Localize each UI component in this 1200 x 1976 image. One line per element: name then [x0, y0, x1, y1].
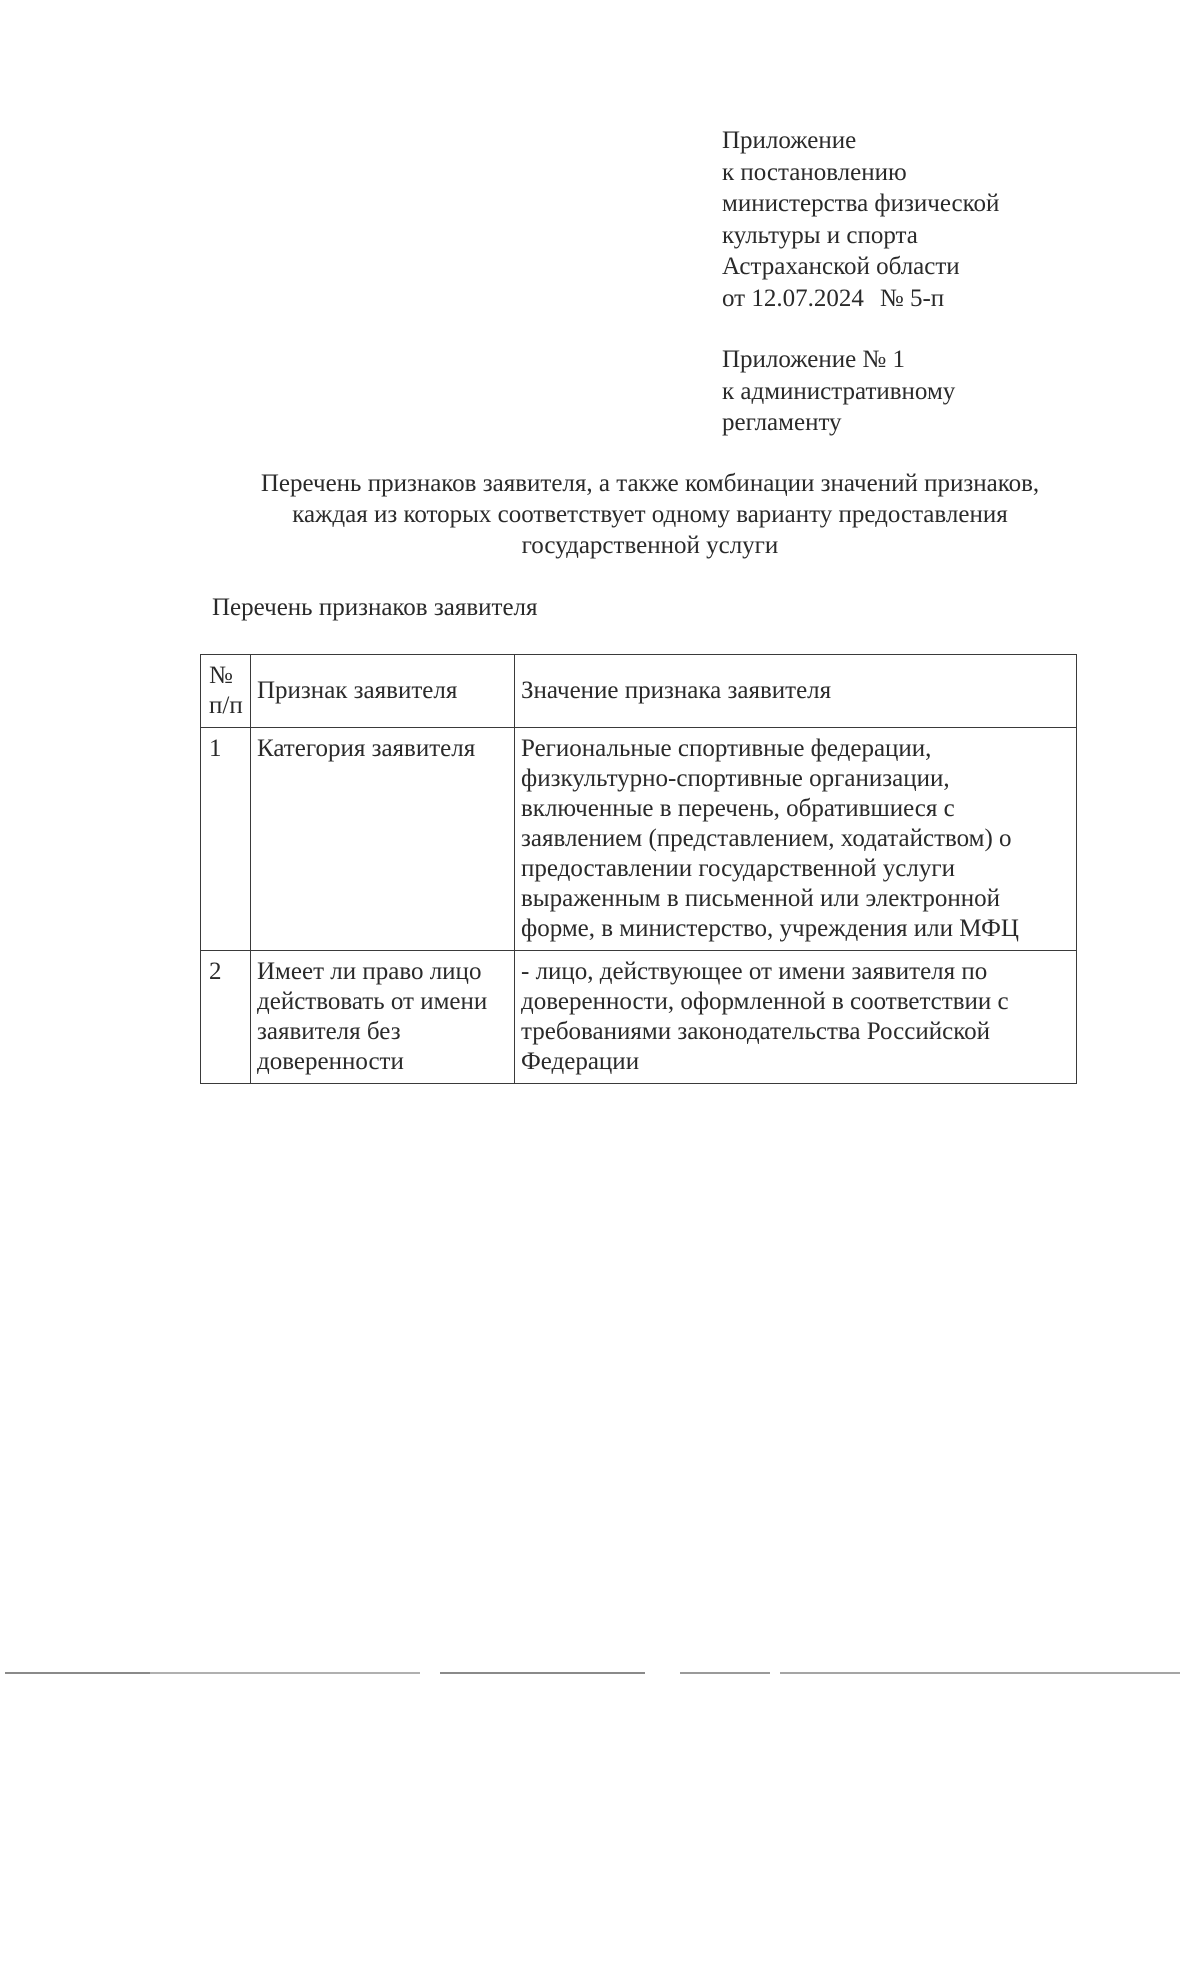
row-sign: Категория заявителя: [251, 728, 515, 951]
table-row: [201, 951, 1077, 1084]
row-num: 2: [201, 951, 251, 1084]
appendix-line: регламенту: [722, 409, 842, 436]
header-line: министерства физической: [722, 190, 1000, 217]
applicant-signs-table: [200, 654, 1077, 1084]
document-title: [200, 468, 1100, 561]
decree-date-line: [722, 283, 999, 315]
header-sign: Признак заявителя: [251, 655, 515, 728]
decree-date: от 12.07.2024: [722, 284, 864, 312]
row-sign: Имеет ли право лицо действовать от имени заявителя без доверенности: [251, 951, 515, 1084]
appendix-line: к административному: [722, 377, 956, 405]
row-value: Региональные спортивные федерации, физкультурно-спортивные организации, включенные в перечень, обратившиеся с заявлением (представлением, ходатайством) о предоставлении государственной услуги выраженным в письменной или электронной форме, в министерство, учреждения или МФЦ: [515, 728, 1077, 951]
header-num: № п/п: [201, 655, 251, 728]
row-num: 1: [201, 728, 251, 951]
header-line: Астраханской области: [722, 253, 960, 280]
header-line: к постановлению: [722, 158, 907, 186]
title-line: государственной услуги: [521, 532, 779, 559]
table-header-row: [201, 655, 1077, 728]
title-line: Перечень признаков заявителя, а также комбинации значений признаков,: [260, 470, 1040, 497]
appendix-line: Приложение № 1: [722, 346, 906, 373]
header-line: Приложение: [722, 127, 857, 154]
header-gap: [722, 314, 999, 344]
header-line: культуры и спорта: [722, 221, 918, 249]
header-block: [722, 125, 999, 439]
scan-artifact-line: [780, 1672, 1180, 1674]
section-title: Перечень признаков заявителя: [212, 594, 538, 621]
scan-artifact-line: [440, 1672, 645, 1674]
header-value: Значение признака заявителя: [515, 655, 1077, 728]
scan-artifact-line: [680, 1672, 770, 1674]
table-row: [201, 728, 1077, 951]
scan-artifact-line: [5, 1672, 150, 1674]
row-value: - лицо, действующее от имени заявителя по доверенности, оформленной в соответствии с требованиями законодательства Российской Федерации: [515, 951, 1077, 1084]
scan-artifact-line: [150, 1672, 420, 1674]
decree-number: № 5-п: [879, 284, 945, 312]
title-line: каждая из которых соответствует одному варианту предоставления: [292, 501, 1008, 528]
